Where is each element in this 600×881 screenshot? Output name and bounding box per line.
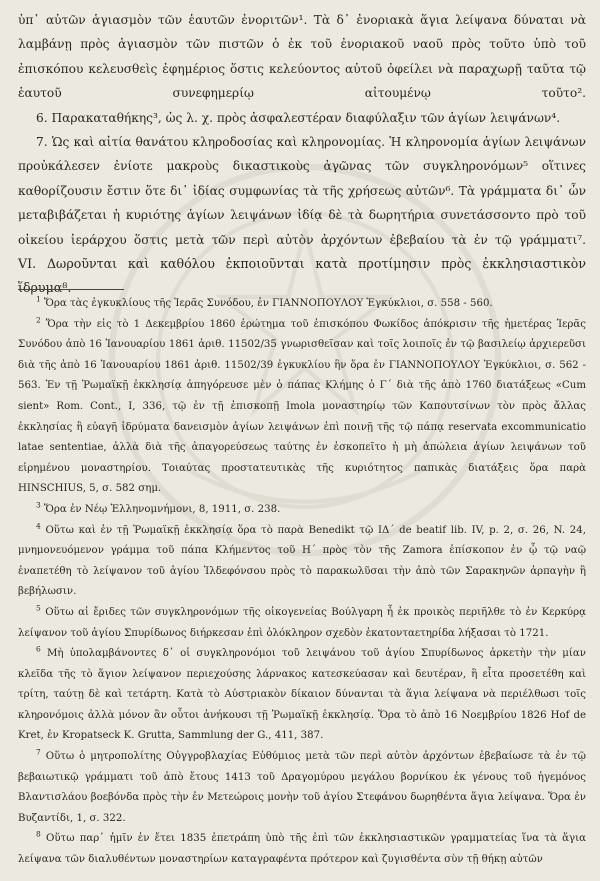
footnote-text: Οὕτω ὁ μητροπολίτης Οὐγγροβλαχίας Εὐθύμιος μετὰ τῶν περὶ αὐτὸν ἀρχόντων ἐβεβαίωσε τὰ ἐν τῷ βεβαιωτικῷ γράμματι τοῦ ἀπὸ ἔτους 1413 τοῦ Δραγομύρου μεγάλου βορνίκου ἐκ γένους τοῦ ἡγεμόνος Βλαντισλάου βοεβόνδα πρὸς τὴν ἐν Μετεώροις μονὴν τοῦ ἁγίου Στεφάνου δωρηθέντα ἅγια λείψανα. Ὅρα ἐν Βυζαντίδι, 1, σ. 322. bbox=[18, 751, 586, 824]
footnotes bbox=[18, 294, 586, 871]
footnote-text: Ὅρα τὴν εἰς τὸ 1 Δεκεμβρίου 1860 ἐρώτημα τοῦ ἐπισκόπου Φωκίδος ἀπόκρισιν τῆς ἡμετέρας Ἱερᾶς Συνόδου ἀπὸ 16 Ἰανουαρίου 1861 ἀριθ. 11502/35 γνωρισθεῖσαν καὶ τοῖς λοιποῖς ἐν τῷ βασιλείῳ ἀρχιερεῦσι διὰ τῆς ἀπὸ 16 Ἰανουαρίου 1861 ἀριθ. 11502/39 ἐγκυκλίου ἣν ὅρα ἐν ΓΙΑΝΝΟΠΟΥΛΟΥ Ἐγκύκλιοι, σ. 562 - 563. Ἐν τῇ Ῥωμαϊκῇ ἐκκλησίᾳ ἀπηγόρευσε μὲν ὁ πάπας Κλήμης ὁ Γ´ διὰ τῆς ἀπὸ 1760 διατάξεως «Cum sient» Rom. Cont., I, 336, τῷ ἐν τῇ ἐπισκοπῇ Imola μοναστηρίῳ τῶν Καπουτσίνων τὸν πρὸς ἄλλας ἐκκλησίας ἢ εὐαγῆ ἱδρύματα δανεισμὸν ἁγίων λειψάνων ἐπὶ ποινῇ τῆς τῷ πάπᾳ reservata excommunicatio latae sententiae, ἀλλὰ διὰ τῆς ἀπαγορεύσεως ταύτης ἐν ἐσκοπεῖτο ἡ μὴ ἀπώλεια ἁγίων λειψάνων τοῦ εἰρημένου μοναστηρίου. Τοιαύτας προστατευτικὰς τῆς κυριότητος παπικὰς διατάξεις ὅρα παρὰ HINSCHIUS, 5, σ. 582 σημ. bbox=[18, 318, 586, 495]
footnote-6 bbox=[18, 644, 586, 747]
footnote-separator bbox=[18, 289, 124, 290]
footnote-text: Ὅρα τὰς ἐγκυκλίους τῆς Ἱερᾶς Συνόδου, ἐν ΓΙΑΝΝΟΠΟΥΛΟΥ Ἐγκύκλιοι, σ. 558 - 560. bbox=[44, 298, 493, 309]
footnote-text: Ὅρα ἐν Νέῳ Ἑλληνομνήμονι, 8, 1911, σ. 238. bbox=[44, 503, 281, 515]
footnote-number: 3 bbox=[36, 500, 41, 510]
footnote-number: 2 bbox=[36, 315, 41, 325]
footnote-number: 8 bbox=[36, 830, 41, 840]
footnote-1 bbox=[18, 294, 586, 315]
paragraph-item-6: 6. Παρακαταθήκης³, ὡς λ. χ. πρὸς ἀσφαλεστέραν διαφύλαξιν τῶν ἁγίων λειψάνων⁴. bbox=[36, 110, 561, 125]
footnote-4 bbox=[18, 521, 586, 603]
footnote-number: 5 bbox=[36, 603, 41, 613]
footnote-number: 6 bbox=[36, 644, 41, 654]
footnote-text: Οὕτω καὶ ἐν τῇ Ῥωμαϊκῇ ἐκκλησίᾳ ὅρα τὸ παρὰ Benedikt τῷ ΙΔ´ de beatif lib. IV, p. 2, σ. 26, N. 24, μνημονευόμενον γράμμα τοῦ πάπα Κλήμεντος τοῦ Η´ πρὸς τὸν τῆς Zamora ἐπίσκοπον ἐν ᾧ τῷ ναῷ ἐναπετέθη τὸ λείψανον τοῦ ἁγίου Ἰλδεφόνσου πρὸς τὸ παρακωλῦσαι τὴν ἀπὸ τῶν Σαρακηνῶν ἁρπαγὴν ἢ βεβήλωσιν. bbox=[18, 524, 586, 598]
footnote-2 bbox=[18, 315, 586, 500]
footnote-3 bbox=[18, 500, 586, 521]
section-heading-vi: VI. Δωροῦνται καὶ καθόλου ἐκποιοῦνται κατὰ προτίμησιν πρὸς ἐκκλησιαστικὸν ἵδρυμα⁸. bbox=[18, 256, 586, 296]
footnote-number: 4 bbox=[36, 521, 41, 531]
footnote-text: Μὴ ὑπολαμβάνοντες δ᾽ οἱ συγκληρονόμοι τοῦ λειψάνου τοῦ ἁγίου Σπυρίδωνος ἀρκετὴν τὴν μίαν κλεῖδα τῆς τὸ ἅγιον λείψανον περιεχούσης λάρνακος κατεσκεύασαν καὶ δευτέραν, ἣ εἶτα προσετέθη καὶ τρίτη, ταύτῃ δὲ καὶ τετάρτη. Κατὰ τὸ Αὐστριακὸν δίκαιον δύνανται τὰ ἅγια λείψανα νὰ περιέλθωσι τοῖς κληρονόμοις ἀλλὰ μόνον ἂν οὗτοι ἀνήκουσι τῇ Ῥωμαϊκῇ ἐκκλησίᾳ. Ὅρα τὸ ἀπὸ 16 Νοεμβρίου 1826 Hof de Kret, ἐν Kropatseck K. Grutta, Sammlung der G., 411, 387. bbox=[18, 648, 586, 742]
footnote-text: Οὕτω παρ᾽ ἡμῖν ἐν ἔτει 1835 ἐπετράπη ὑπὸ τῆς ἐπὶ τῶν ἐκκλησιαστικῶν γραμματείας ἵνα τὰ ἅγια λείψανα τῶν διαλυθέντων μοναστηρίων καταγραφέντα πρότερον καὶ ζυγισθέντα σὺν τῇ θήκῃ αὐτῶν bbox=[18, 833, 586, 866]
footnote-number: 7 bbox=[36, 747, 41, 757]
footnote-5 bbox=[18, 603, 586, 644]
footnote-number: 1 bbox=[36, 294, 41, 304]
paragraph-item-7: 7. Ὡς καὶ αἰτία θανάτου κληροδοσίας καὶ κληρονομίας. Ἡ κληρονομία ἁγίων λειψάνων προὐκάλεσεν ἐνίοτε μακροὺς δικαστικοὺς ἀγῶνας τῶν συγκληρονόμων⁵ οἵτινες καθορίζουσιν ἔστιν ὅτε δι᾽ ἰδίας συμφωνίας τὰ τῆς χρήσεως αὐτῶν⁶. Τὰ γράμματα δι᾽ ὧν μεταβιβάζεται ἡ κυριότης ἁγίων λειψάνων ἰδίᾳ δὲ τὰ δωρητήρια συνετάσσοντο πρὸ τοῦ οἰκείου ἱεράρχου ὅστις μετὰ τῶν περὶ αὐτὸν ἀρχόντων ἐβεβαίου τὰ ἐν τῷ γράμματι⁷. bbox=[18, 135, 586, 247]
footnote-7 bbox=[18, 747, 586, 829]
footnote-text: Οὕτω αἱ ἔριδες τῶν συγκληρονόμων τῆς οἰκογενείας Βούλγαρη ἧ ἐκ προικὸς περιῆλθε τὸ ἐν Κερκύρᾳ λείψανον τοῦ ἁγίου Σπυρίδωνος διήρκεσαν ἐπὶ ὁλόκληρον σχεδὸν ἑκατονταετηρίδα λήξασαι τὸ 1721. bbox=[18, 606, 586, 639]
paragraph-continuation: ὑπ᾽ αὐτῶν ἁγιασμὸν τῶν ἑαυτῶν ἐνοριτῶν¹. Τὰ δ᾽ ἐνοριακὰ ἅγια λείψανα δύναται νὰ λαμβάνῃ πρὸς ἁγιασμὸν τῶν πιστῶν ὁ ἐκ τοῦ ἐνοριακοῦ ναοῦ πρὸς τοῦτο ὑπὸ τοῦ ἐπισκόπου κελευσθεὶς ἐφημέριος ὅστις κελεύοντος αὐτοῦ ὀφείλει νὰ παραχωρῇ ταῦτα τῷ ἑαυτοῦ συνεφημερίῳ αἰτουμένῳ τοῦτο². bbox=[18, 13, 586, 101]
main-text bbox=[18, 8, 586, 300]
footnote-8 bbox=[18, 829, 586, 870]
